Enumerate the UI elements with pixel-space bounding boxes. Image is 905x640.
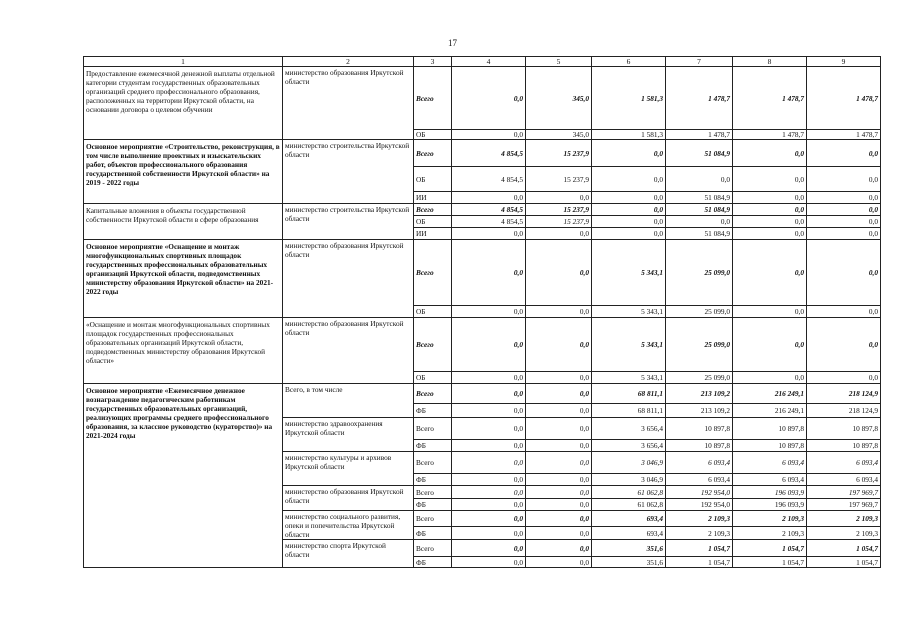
value-cell: 0,0 xyxy=(452,240,526,306)
value-cell: 0,0 xyxy=(807,167,881,192)
value-cell: 0,0 xyxy=(807,306,881,318)
value-cell: 51 084,9 xyxy=(666,204,733,216)
value-cell: 0,0 xyxy=(526,372,592,384)
funding-source: Всего xyxy=(414,384,452,404)
value-cell: 216 249,1 xyxy=(733,384,807,404)
value-cell: 0,0 xyxy=(592,192,666,204)
value-cell: 0,0 xyxy=(807,372,881,384)
value-cell: 0,0 xyxy=(733,372,807,384)
value-cell: 0,0 xyxy=(452,474,526,486)
value-cell: 25 099,0 xyxy=(666,318,733,372)
value-cell: 25 099,0 xyxy=(666,372,733,384)
value-cell: 0,0 xyxy=(807,318,881,372)
value-cell: 0,0 xyxy=(666,216,733,228)
value-cell: 10 897,8 xyxy=(807,440,881,452)
measure-description: Основное мероприятие «Строительство, реконструкция, в том числе выполнение проектных и изыскательских работ, объектов профессионального образования государственной собственности Иркутской области» на 2019 - 2022 годы xyxy=(84,140,283,204)
column-header: 3 xyxy=(414,57,452,67)
executor-cell: министерство образования Иркутской области xyxy=(283,240,414,318)
funding-source: ОБ xyxy=(414,306,452,318)
value-cell: 0,0 xyxy=(592,228,666,240)
value-cell: 0,0 xyxy=(452,404,526,418)
value-cell: 0,0 xyxy=(452,228,526,240)
value-cell: 196 093,9 xyxy=(733,486,807,499)
value-cell: 0,0 xyxy=(526,486,592,499)
value-cell: 0,0 xyxy=(807,192,881,204)
value-cell: 4 854,5 xyxy=(452,140,526,167)
value-cell: 216 249,1 xyxy=(733,404,807,418)
value-cell: 5 343,1 xyxy=(592,372,666,384)
value-cell: 1 478,7 xyxy=(666,130,733,140)
executor-cell: министерство культуры и архивов Иркутской области xyxy=(283,452,414,486)
value-cell: 0,0 xyxy=(526,511,592,527)
value-cell: 0,0 xyxy=(526,192,592,204)
value-cell: 1 478,7 xyxy=(807,130,881,140)
table-row xyxy=(84,67,881,130)
value-cell: 0,0 xyxy=(452,557,526,568)
column-header: 5 xyxy=(526,57,592,67)
funding-source: ФБ xyxy=(414,527,452,540)
value-cell: 0,0 xyxy=(733,192,807,204)
value-cell: 0,0 xyxy=(452,440,526,452)
value-cell: 0,0 xyxy=(526,557,592,568)
funding-source: ИИ xyxy=(414,192,452,204)
value-cell: 6 093,4 xyxy=(807,474,881,486)
value-cell: 0,0 xyxy=(452,318,526,372)
value-cell: 0,0 xyxy=(452,192,526,204)
funding-source: Всего xyxy=(414,140,452,167)
measure-description: «Оснащение и монтаж многофункциональных спортивных площадок государственных профессиональных образовательных организаций Иркутской области, подведомственных министерству образования Иркутской области» xyxy=(84,318,283,384)
value-cell: 5 343,1 xyxy=(592,240,666,306)
funding-source: ФБ xyxy=(414,404,452,418)
value-cell: 345,0 xyxy=(526,130,592,140)
executor-cell: Всего, в том числе xyxy=(283,384,414,418)
funding-source: ФБ xyxy=(414,557,452,568)
value-cell: 2 109,3 xyxy=(807,511,881,527)
value-cell: 25 099,0 xyxy=(666,240,733,306)
funding-source: ОБ xyxy=(414,372,452,384)
value-cell: 0,0 xyxy=(807,140,881,167)
value-cell: 0,0 xyxy=(526,404,592,418)
value-cell: 0,0 xyxy=(526,318,592,372)
column-header: 6 xyxy=(592,57,666,67)
measure-description: Капитальные вложения в объекты государственной собственности Иркутской области в сфере образования xyxy=(84,204,283,240)
value-cell: 0,0 xyxy=(452,527,526,540)
value-cell: 0,0 xyxy=(733,140,807,167)
funding-source: Всего xyxy=(414,240,452,306)
header-row xyxy=(84,57,881,67)
value-cell: 192 954,0 xyxy=(666,486,733,499)
value-cell: 1 054,7 xyxy=(733,557,807,568)
value-cell: 197 969,7 xyxy=(807,499,881,511)
executor-cell: министерство строительства Иркутской области xyxy=(283,140,414,204)
value-cell: 3 046,9 xyxy=(592,474,666,486)
table-row xyxy=(84,384,881,404)
value-cell: 0,0 xyxy=(452,540,526,557)
value-cell: 51 084,9 xyxy=(666,228,733,240)
value-cell: 1 478,7 xyxy=(733,130,807,140)
value-cell: 0,0 xyxy=(526,540,592,557)
value-cell: 2 109,3 xyxy=(666,511,733,527)
value-cell: 0,0 xyxy=(733,204,807,216)
value-cell: 1 054,7 xyxy=(807,557,881,568)
executor-cell: министерство здравоохранения Иркутской области xyxy=(283,418,414,452)
value-cell: 51 084,9 xyxy=(666,192,733,204)
executor-cell: министерство социального развития, опеки и попечительства Иркутской области xyxy=(283,511,414,540)
funding-source: Всего xyxy=(414,418,452,440)
value-cell: 4 854,5 xyxy=(452,204,526,216)
value-cell: 6 093,4 xyxy=(733,474,807,486)
value-cell: 1 054,7 xyxy=(666,540,733,557)
funding-source: ФБ xyxy=(414,474,452,486)
value-cell: 0,0 xyxy=(807,228,881,240)
measure-description: Основное мероприятие «Оснащение и монтаж многофункциональных спортивных площадок государственных профессиональных образовательных организаций Иркутской области, подведомственных министерству образования Иркутской области» на 2021-2022 годы xyxy=(84,240,283,318)
value-cell: 1 054,7 xyxy=(733,540,807,557)
value-cell: 5 343,1 xyxy=(592,306,666,318)
funding-source: ОБ xyxy=(414,167,452,192)
value-cell: 10 897,8 xyxy=(807,418,881,440)
value-cell: 6 093,4 xyxy=(666,474,733,486)
column-header: 1 xyxy=(84,57,283,67)
budget-table xyxy=(83,56,881,568)
value-cell: 0,0 xyxy=(526,527,592,540)
value-cell: 0,0 xyxy=(733,216,807,228)
value-cell: 6 093,4 xyxy=(807,452,881,474)
value-cell: 0,0 xyxy=(526,240,592,306)
value-cell: 1 478,7 xyxy=(666,67,733,130)
value-cell: 5 343,1 xyxy=(592,318,666,372)
value-cell: 0,0 xyxy=(733,318,807,372)
measure-description: Предоставление ежемесячной денежной выплаты отдельной категории студентам государственных образовательных организаций среднего профессионального образования, расположенных на территории Иркутской области, на основании договора о целевом обучении xyxy=(84,67,283,140)
funding-source: Всего xyxy=(414,486,452,499)
value-cell: 0,0 xyxy=(452,486,526,499)
value-cell: 68 811,1 xyxy=(592,404,666,418)
executor-cell: министерство образования Иркутской области xyxy=(283,486,414,511)
funding-source: Всего xyxy=(414,67,452,130)
value-cell: 218 124,9 xyxy=(807,384,881,404)
value-cell: 0,0 xyxy=(592,204,666,216)
executor-cell: министерство образования Иркутской области xyxy=(283,67,414,140)
funding-source: Всего xyxy=(414,204,452,216)
value-cell: 192 954,0 xyxy=(666,499,733,511)
value-cell: 4 854,5 xyxy=(452,216,526,228)
value-cell: 0,0 xyxy=(733,167,807,192)
value-cell: 0,0 xyxy=(452,384,526,404)
value-cell: 0,0 xyxy=(452,372,526,384)
funding-source: ОБ xyxy=(414,130,452,140)
value-cell: 0,0 xyxy=(807,216,881,228)
column-header: 4 xyxy=(452,57,526,67)
table-row xyxy=(84,204,881,216)
funding-source: Всего xyxy=(414,452,452,474)
value-cell: 0,0 xyxy=(452,418,526,440)
value-cell: 0,0 xyxy=(526,452,592,474)
value-cell: 0,0 xyxy=(526,418,592,440)
value-cell: 3 046,9 xyxy=(592,452,666,474)
value-cell: 68 811,1 xyxy=(592,384,666,404)
value-cell: 0,0 xyxy=(733,240,807,306)
value-cell: 2 109,3 xyxy=(807,527,881,540)
value-cell: 1 054,7 xyxy=(807,540,881,557)
measure-description: Основное мероприятие «Ежемесячное денежное вознаграждение педагогическим работникам государственных образовательных организаций, реализующих программы среднего профессионального образования, за классное руководство (кураторство)» на 2021-2024 годы xyxy=(84,384,283,568)
value-cell: 51 084,9 xyxy=(666,140,733,167)
value-cell: 1 478,7 xyxy=(807,67,881,130)
value-cell: 0,0 xyxy=(452,511,526,527)
value-cell: 10 897,8 xyxy=(666,418,733,440)
value-cell: 3 656,4 xyxy=(592,440,666,452)
value-cell: 15 237,9 xyxy=(526,167,592,192)
value-cell: 693,4 xyxy=(592,527,666,540)
value-cell: 0,0 xyxy=(592,140,666,167)
value-cell: 6 093,4 xyxy=(733,452,807,474)
table-row xyxy=(84,318,881,372)
value-cell: 4 854,5 xyxy=(452,167,526,192)
value-cell: 0,0 xyxy=(807,240,881,306)
executor-cell: министерство строительства Иркутской области xyxy=(283,204,414,240)
value-cell: 693,4 xyxy=(592,511,666,527)
value-cell: 0,0 xyxy=(592,216,666,228)
value-cell: 0,0 xyxy=(526,474,592,486)
funding-source: ИИ xyxy=(414,228,452,240)
value-cell: 213 109,2 xyxy=(666,404,733,418)
value-cell: 2 109,3 xyxy=(733,511,807,527)
value-cell: 0,0 xyxy=(452,452,526,474)
value-cell: 0,0 xyxy=(452,130,526,140)
funding-source: ОБ xyxy=(414,216,452,228)
value-cell: 2 109,3 xyxy=(733,527,807,540)
value-cell: 0,0 xyxy=(733,306,807,318)
value-cell: 197 969,7 xyxy=(807,486,881,499)
value-cell: 213 109,2 xyxy=(666,384,733,404)
value-cell: 351,6 xyxy=(592,540,666,557)
value-cell: 10 897,8 xyxy=(733,440,807,452)
value-cell: 1 581,3 xyxy=(592,67,666,130)
value-cell: 6 093,4 xyxy=(666,452,733,474)
value-cell: 0,0 xyxy=(733,228,807,240)
column-header: 7 xyxy=(666,57,733,67)
value-cell: 0,0 xyxy=(807,204,881,216)
value-cell: 218 124,9 xyxy=(807,404,881,418)
value-cell: 25 099,0 xyxy=(666,306,733,318)
value-cell: 61 062,8 xyxy=(592,486,666,499)
value-cell: 1 054,7 xyxy=(666,557,733,568)
value-cell: 0,0 xyxy=(526,499,592,511)
value-cell: 0,0 xyxy=(666,167,733,192)
executor-cell: министерство образования Иркутской области xyxy=(283,318,414,384)
value-cell: 0,0 xyxy=(526,384,592,404)
executor-cell: министерство спорта Иркутской области xyxy=(283,540,414,568)
value-cell: 0,0 xyxy=(526,228,592,240)
page-number: 17 xyxy=(448,38,457,48)
column-header: 8 xyxy=(733,57,807,67)
value-cell: 1 478,7 xyxy=(733,67,807,130)
value-cell: 61 062,8 xyxy=(592,499,666,511)
funding-source: Всего xyxy=(414,511,452,527)
value-cell: 15 237,9 xyxy=(526,216,592,228)
value-cell: 196 093,9 xyxy=(733,499,807,511)
value-cell: 0,0 xyxy=(526,306,592,318)
value-cell: 2 109,3 xyxy=(666,527,733,540)
value-cell: 0,0 xyxy=(526,440,592,452)
value-cell: 3 656,4 xyxy=(592,418,666,440)
funding-source: ФБ xyxy=(414,499,452,511)
value-cell: 10 897,8 xyxy=(666,440,733,452)
funding-source: Всего xyxy=(414,318,452,372)
table-row xyxy=(84,140,881,167)
funding-source: ФБ xyxy=(414,440,452,452)
table-row xyxy=(84,240,881,306)
value-cell: 15 237,9 xyxy=(526,140,592,167)
value-cell: 345,0 xyxy=(526,67,592,130)
value-cell: 351,6 xyxy=(592,557,666,568)
funding-source: Всего xyxy=(414,540,452,557)
value-cell: 0,0 xyxy=(452,499,526,511)
value-cell: 10 897,8 xyxy=(733,418,807,440)
value-cell: 0,0 xyxy=(452,306,526,318)
value-cell: 15 237,9 xyxy=(526,204,592,216)
value-cell: 0,0 xyxy=(592,167,666,192)
value-cell: 0,0 xyxy=(452,67,526,130)
column-header: 2 xyxy=(283,57,414,67)
value-cell: 1 581,3 xyxy=(592,130,666,140)
column-header: 9 xyxy=(807,57,881,67)
